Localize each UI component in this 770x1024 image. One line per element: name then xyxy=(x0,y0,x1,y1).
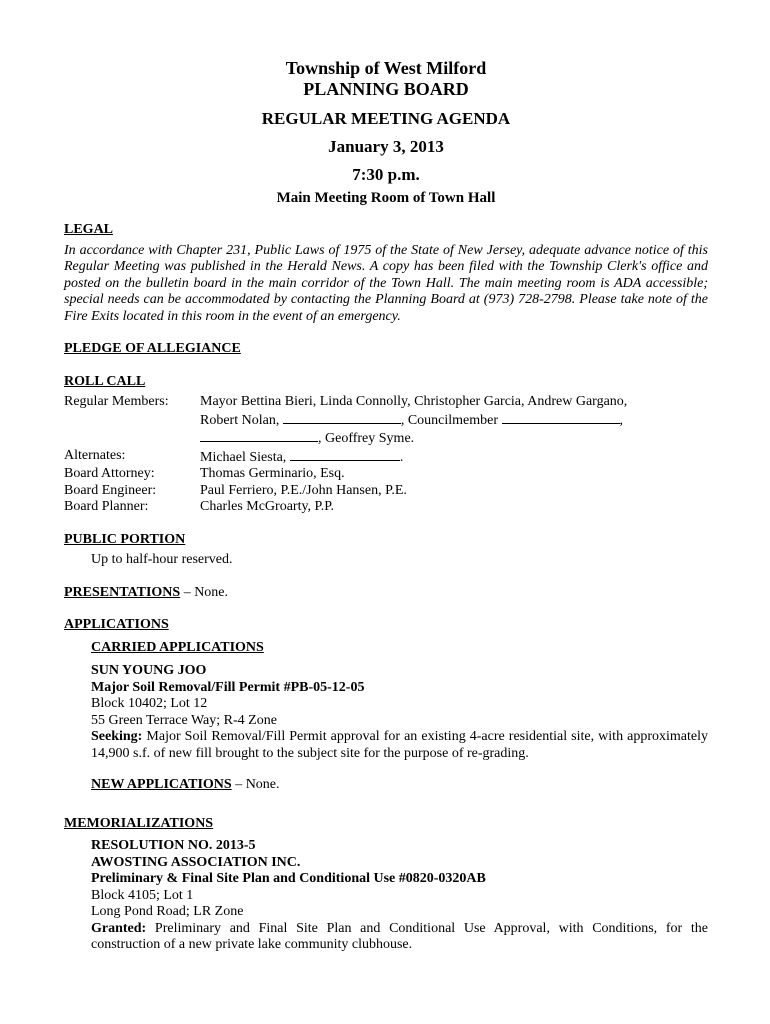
new-applications-text: – None. xyxy=(231,777,280,792)
attorney-label: Board Attorney: xyxy=(64,466,155,481)
blank-line xyxy=(200,429,318,442)
seeking-label: Seeking: xyxy=(91,729,143,744)
member-name: Robert Nolan, xyxy=(200,412,280,428)
regular-members-line: Mayor Bettina Bieri, Linda Connolly, Christopher Garcia, Andrew Gargano, xyxy=(200,394,628,409)
property-address: Long Pond Road; LR Zone xyxy=(91,904,244,919)
member-name: , Geoffrey Syme. xyxy=(318,431,415,446)
pledge-heading: PLEDGE OF ALLEGIANCE xyxy=(64,341,241,356)
new-applications-heading: NEW APPLICATIONS xyxy=(91,777,232,792)
roll-call-regular xyxy=(64,394,708,448)
roll-call-alternates xyxy=(64,448,708,467)
punctuation: , xyxy=(619,412,624,428)
block-lot: Block 4105; Lot 1 xyxy=(91,887,194,903)
alternates-label: Alternates: xyxy=(64,447,126,463)
presentations-heading: PRESENTATIONS xyxy=(64,584,181,600)
meeting-time: 7:30 p.m. xyxy=(352,165,420,184)
alternates-list xyxy=(200,448,708,467)
permit-title: Major Soil Removal/Fill Permit #PB-05-12-05 xyxy=(91,679,365,695)
planner-label: Board Planner: xyxy=(64,499,149,514)
engineer-name: Paul Ferriero, P.E./John Hansen, P.E. xyxy=(200,482,407,498)
legal-heading: LEGAL xyxy=(64,222,114,237)
agenda-page xyxy=(64,58,708,954)
carried-applications-heading: CARRIED APPLICATIONS xyxy=(91,639,264,655)
public-portion-section xyxy=(64,532,708,569)
engineer-label: Board Engineer: xyxy=(64,482,157,498)
meeting-location: Main Meeting Room of Town Hall xyxy=(276,190,496,206)
public-portion-text: Up to half-hour reserved. xyxy=(91,552,233,567)
pledge-section xyxy=(64,341,708,358)
applicant-name: SUN YOUNG JOO xyxy=(91,663,207,678)
seeking-description: Major Soil Removal/Fill Permit approval for an existing 4-acre residential site, with approximately 14,900 s.f. of new fill brought to the subject site for the purpose of re-grading. xyxy=(91,729,708,761)
roll-call-engineer xyxy=(64,483,708,500)
property-address: 55 Green Terrace Way; R-4 Zone xyxy=(91,712,277,728)
regular-members-line xyxy=(200,411,708,430)
blank-line xyxy=(290,448,400,461)
memorializations-section xyxy=(64,816,708,954)
meeting-date: January 3, 2013 xyxy=(328,137,444,156)
blank-line xyxy=(502,411,620,424)
public-portion-heading: PUBLIC PORTION xyxy=(64,531,186,547)
roll-call-planner xyxy=(64,499,708,516)
legal-notice: In accordance with Chapter 231, Public Laws of 1975 of the State of New Jersey, adequate advance notice of this Regular Meeting was published in the Herald News. A copy has been filed with the Township Clerk's office and posted on the bulletin board in the main corridor of the Town Hall. The main meeting room is ADA accessible; special needs can be accommodated by contacting the Planning Board at (973) 728-2798. Please take note of the Fire Exits located in this room in the event of an emergency. xyxy=(64,242,708,324)
applications-heading: APPLICATIONS xyxy=(64,617,169,632)
agenda-header xyxy=(64,58,708,207)
member-name: , Councilmember xyxy=(400,412,499,428)
granted-description: Preliminary and Final Site Plan and Conditional Use Approval, with Conditions, for the construction of a new private lake community clubhouse. xyxy=(91,920,708,952)
granted-label: Granted: xyxy=(91,920,147,936)
roll-call-section xyxy=(64,374,708,516)
plan-title: Preliminary & Final Site Plan and Conditional Use #0820-0320AB xyxy=(91,871,486,886)
board-title: PLANNING BOARD xyxy=(303,79,469,99)
township-title: Township of West Milford xyxy=(285,58,487,78)
memorialization-item xyxy=(91,838,708,954)
memorializations-heading: MEMORIALIZATIONS xyxy=(64,815,214,831)
resolution-number: RESOLUTION NO. 2013-5 xyxy=(91,838,256,853)
regular-members-line xyxy=(200,429,708,448)
new-applications xyxy=(91,777,708,794)
punctuation: . xyxy=(399,449,404,465)
carried-applications xyxy=(91,640,708,794)
blank-line xyxy=(283,411,401,424)
attorney-name: Thomas Germinario, Esq. xyxy=(200,466,345,481)
regular-members-label: Regular Members: xyxy=(64,394,169,409)
planner-name: Charles McGroarty, P.P. xyxy=(200,499,335,514)
member-name: Michael Siesta, xyxy=(200,449,287,465)
legal-section xyxy=(64,222,708,325)
block-lot: Block 10402; Lot 12 xyxy=(91,696,208,711)
applicant-name: AWOSTING ASSOCIATION INC. xyxy=(91,854,301,870)
regular-members-list xyxy=(200,394,708,448)
presentations-section xyxy=(64,585,708,602)
seeking-text xyxy=(91,729,708,762)
granted-text xyxy=(91,921,708,954)
applications-section xyxy=(64,617,708,794)
agenda-title: REGULAR MEETING AGENDA xyxy=(261,109,511,128)
roll-call-attorney xyxy=(64,466,708,483)
roll-call-heading: ROLL CALL xyxy=(64,373,146,389)
presentations-text: – None. xyxy=(180,584,229,600)
